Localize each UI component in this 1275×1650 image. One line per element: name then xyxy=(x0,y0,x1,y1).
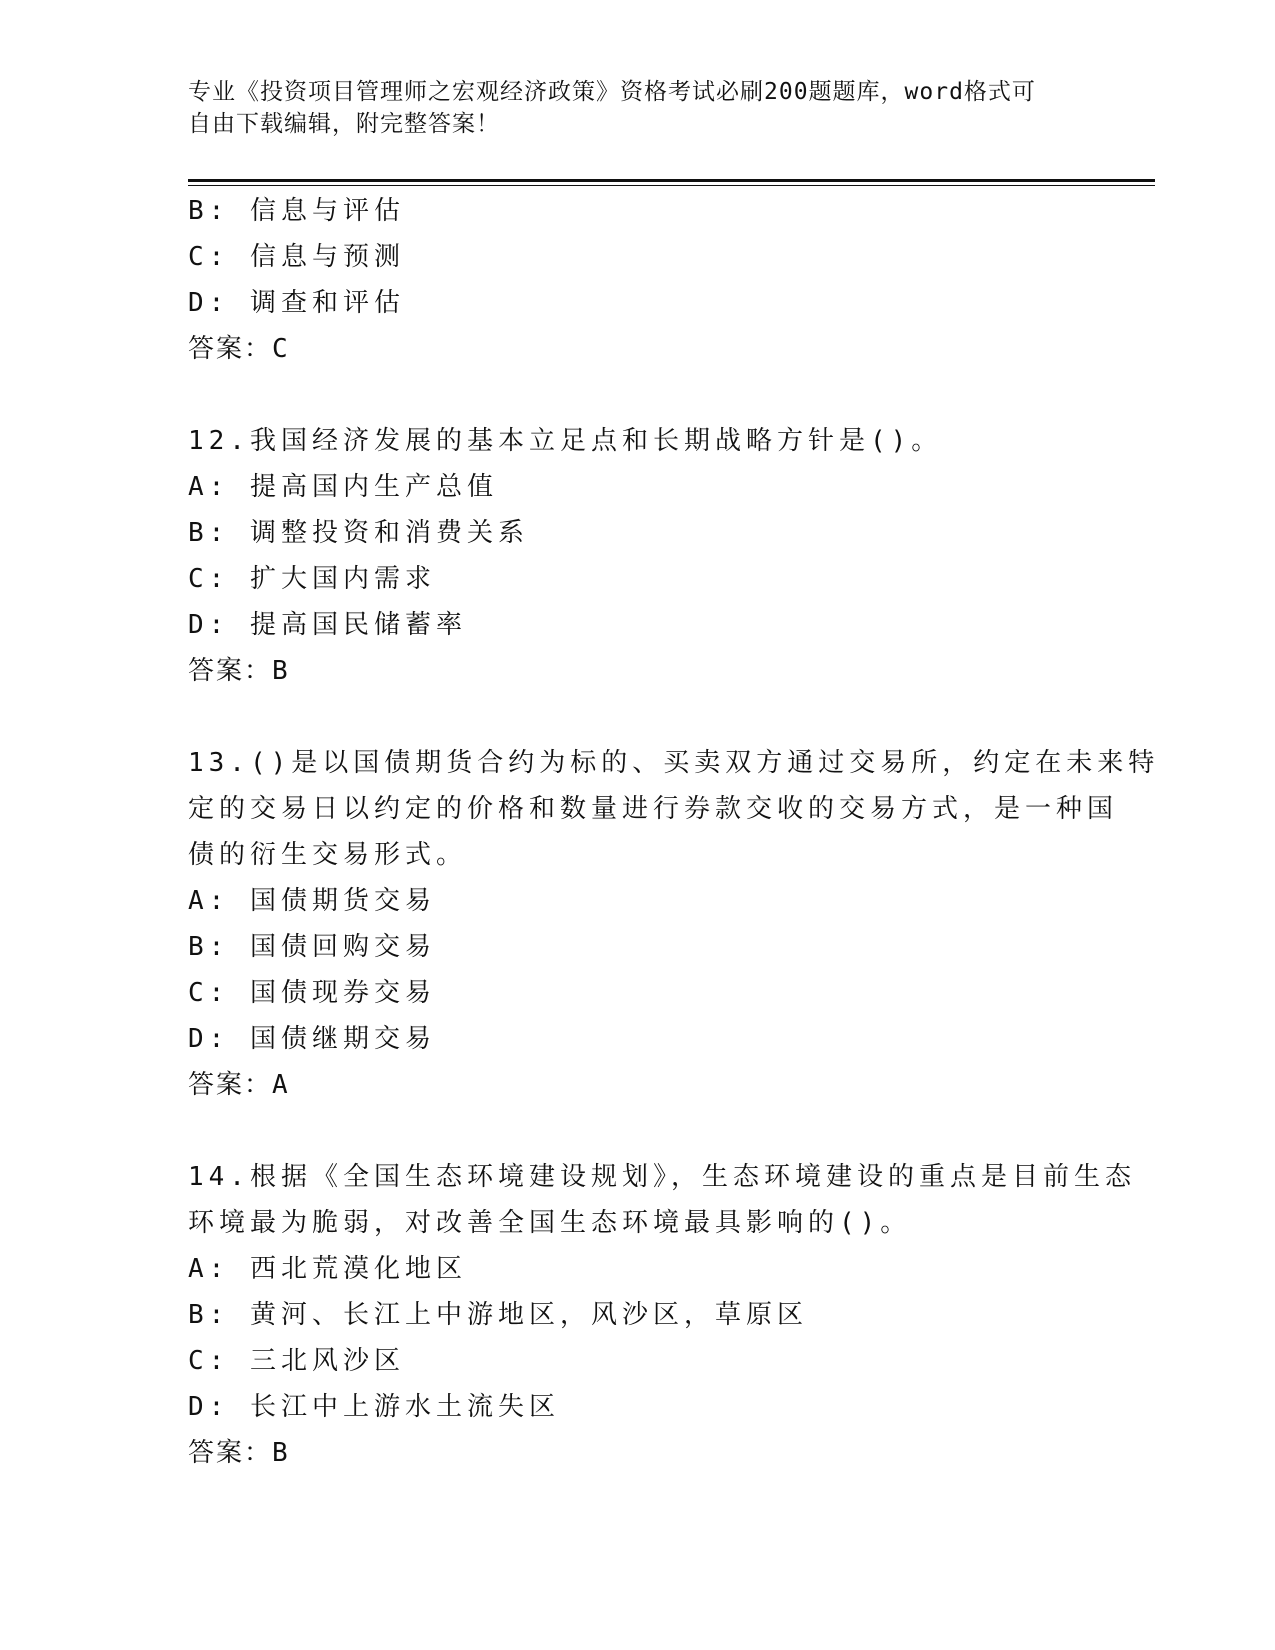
question-stem-line-2: 定的交易日以约定的价格和数量进行券款交收的交易方式，是一种国 xyxy=(188,794,1119,824)
option-a: A: 国债期货交易 xyxy=(188,886,436,916)
question-14 xyxy=(188,1154,1136,1476)
answer-line: 答案：A xyxy=(188,1070,290,1100)
spacer xyxy=(188,372,1088,418)
question-stem-line-1: 14.根据《全国生态环境建设规划》，生态环境建设的重点是目前生态 xyxy=(188,1162,1136,1192)
spacer xyxy=(188,1108,1088,1154)
option-d: D: 提高国民储蓄率 xyxy=(188,610,467,640)
option-b: B: 信息与评估 xyxy=(188,196,405,226)
option-c: C: 国债现券交易 xyxy=(188,978,436,1008)
option-c: C: 信息与预测 xyxy=(188,242,405,272)
question-stem-line-2: 环境最为脆弱，对改善全国生态环境最具影响的()。 xyxy=(188,1208,912,1238)
option-b: B: 国债回购交易 xyxy=(188,932,436,962)
question-13 xyxy=(188,740,1160,1108)
question-list xyxy=(188,188,1160,1476)
option-a: A: 西北荒漠化地区 xyxy=(188,1254,467,1284)
header-title-line-2: 自由下载编辑，附完整答案！ xyxy=(188,111,500,137)
question-12 xyxy=(188,418,1088,694)
option-c: C: 扩大国内需求 xyxy=(188,564,436,594)
header-title-line-1: 专业《投资项目管理师之宏观经济政策》资格考试必刷200题题库，word格式可 xyxy=(188,79,1036,105)
question-stem: 12.我国经济发展的基本立足点和长期战略方针是()。 xyxy=(188,426,943,456)
option-c: C: 三北风沙区 xyxy=(188,1346,405,1376)
option-d: D: 调查和评估 xyxy=(188,288,405,318)
option-b: B: 黄河、长江上中游地区，风沙区，草原区 xyxy=(188,1300,808,1330)
page-header xyxy=(188,76,1088,140)
spacer xyxy=(188,694,1088,740)
answer-line: 答案：B xyxy=(188,1438,290,1468)
question-stem-line-1: 13.()是以国债期货合约为标的、买卖双方通过交易所，约定在未来特 xyxy=(188,748,1160,778)
header-divider-thick xyxy=(188,179,1155,182)
question-11 xyxy=(188,188,1088,372)
header-divider-thin xyxy=(188,185,1155,186)
option-b: B: 调整投资和消费关系 xyxy=(188,518,529,548)
option-d: D: 国债继期交易 xyxy=(188,1024,436,1054)
answer-line: 答案：B xyxy=(188,656,290,686)
question-stem-line-3: 债的衍生交易形式。 xyxy=(188,840,468,870)
option-d: D: 长江中上游水土流失区 xyxy=(188,1392,560,1422)
option-a: A: 提高国内生产总值 xyxy=(188,472,498,502)
answer-line: 答案：C xyxy=(188,334,290,364)
